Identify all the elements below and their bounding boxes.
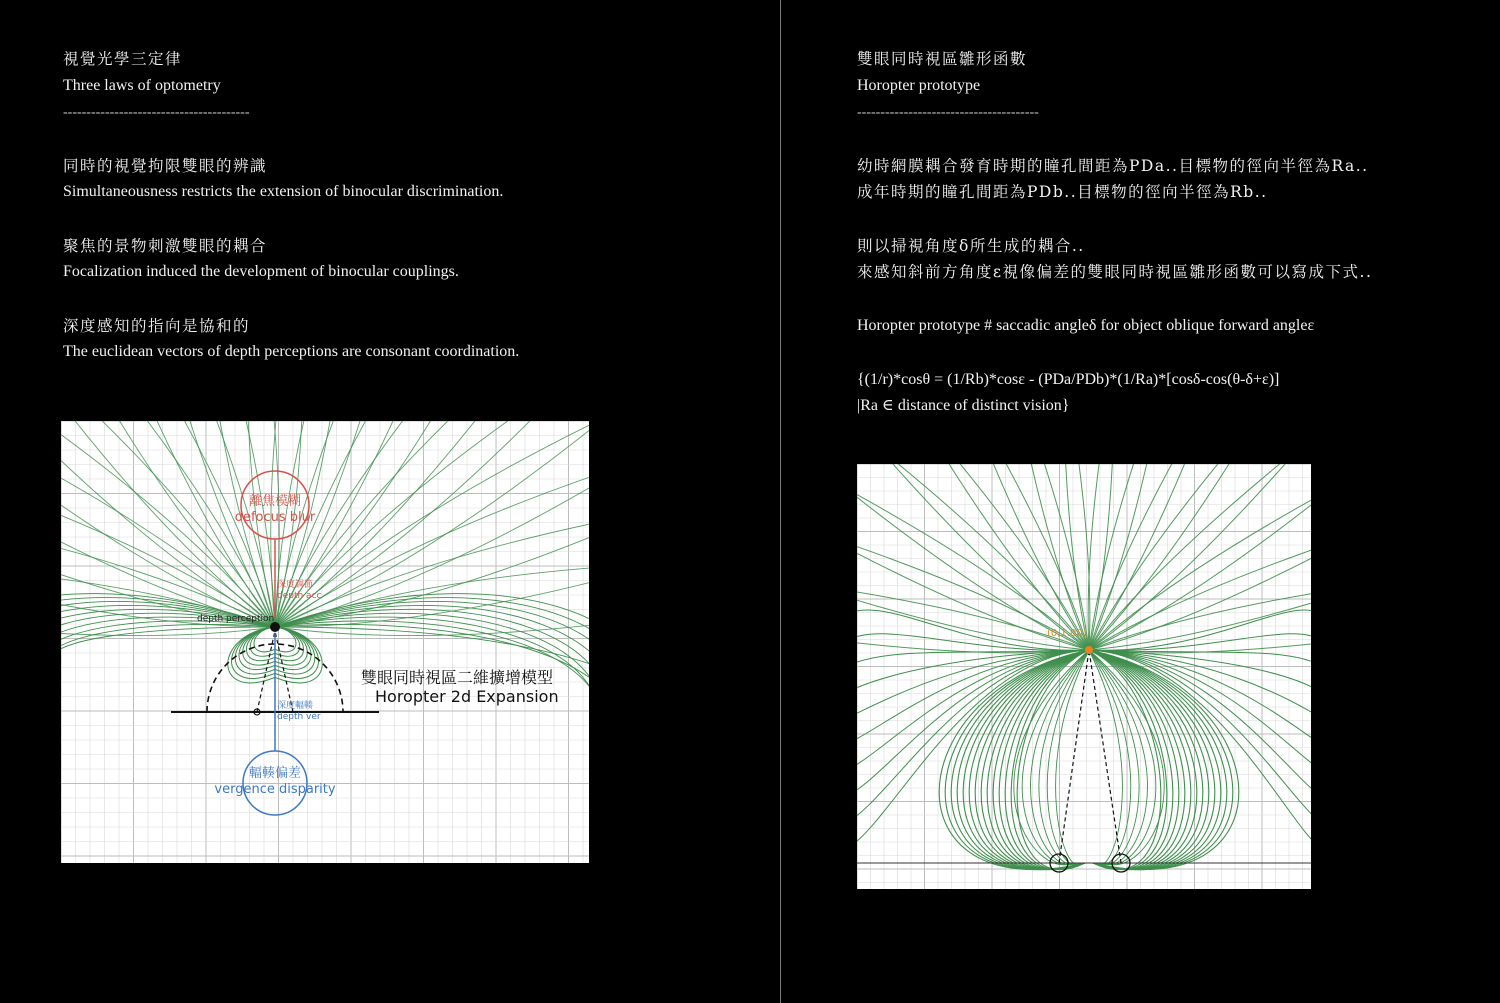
prototype-caption: Horopter prototype # saccadic angleδ for object oblique forward angleε [857, 317, 1315, 334]
depth-acc-label-en: depth acc [277, 591, 322, 601]
depth-ver-label-zh: 深度輻輳 [277, 701, 314, 711]
horopter-curve [857, 464, 1089, 650]
law-3-en: The euclidean vectors of depth perceptions are consonant coordination. [63, 343, 520, 360]
law-3-zh: 深度感知的指向是協和的 [63, 317, 251, 335]
depth-ver-label-en: depth ver [277, 712, 321, 722]
horopter-2d-expansion-plot [61, 421, 589, 863]
model-title-zh: 雙眼同時視區二維擴增模型 [361, 668, 554, 687]
left-title-en: Three laws of optometry [63, 77, 221, 94]
law-1-en: Simultaneousness restricts the extension of binocular discrimination. [63, 183, 504, 200]
left-title-zh: 視覺光學三定律 [63, 50, 183, 68]
depth-perception-label: depth perception [197, 614, 275, 624]
horopter-2d-expansion-figure [61, 421, 589, 863]
horopter-curve [1089, 464, 1277, 650]
horopter-curve [857, 464, 1089, 650]
horopter-curve [857, 464, 1089, 650]
vergence-label-en: vergence disparity [214, 782, 336, 797]
left-eye-ray [257, 631, 275, 712]
right-title-zh: 雙眼同時視區雛形函數 [857, 50, 1028, 68]
law-2-en: Focalization induced the development of binocular couplings. [63, 263, 459, 280]
formula-line-1: {(1/r)*cosθ = (1/Rb)*cosε - (PDa/PDb)*(1/Ra)*[cosδ-cos(θ-δ+ε)] [857, 371, 1280, 388]
vergence-label-zh: 輻輳偏差 [248, 766, 302, 781]
depth-acc-label-zh: 深度調節 [277, 580, 314, 590]
horopter-curve [61, 617, 275, 721]
horopter-curve [1088, 464, 1153, 650]
right-title-en: Horopter prototype [857, 77, 981, 94]
horopter-curve [1089, 634, 1311, 651]
left-eye-ray [1059, 650, 1089, 863]
fixation-point [1085, 646, 1093, 654]
law-1-zh: 同時的視覺拘限雙眼的辨識 [63, 157, 268, 175]
defocus-label-en: defocus blur [234, 510, 316, 525]
right-eye-ray [1089, 650, 1121, 863]
horopter-prototype-figure [857, 464, 1311, 889]
horopter-prototype-plot [857, 464, 1311, 889]
horopter-curves [61, 421, 589, 829]
horopter-curve [857, 464, 1089, 650]
horopter-curve [857, 464, 1089, 650]
horopter-curve [857, 464, 1089, 650]
horopter-curve [901, 464, 1089, 650]
horopter-curve [857, 464, 1089, 650]
fixation-point-label: (0,1.00) [1047, 628, 1087, 639]
defocus-label-zh: 離焦模糊 [248, 494, 302, 509]
para-1-line-2: 成年時期的瞳孔間距為PDb..目標物的徑向半徑為Rb.. [857, 183, 1268, 201]
model-title-en: Horopter 2d Expansion [375, 687, 559, 706]
horopter-curve [1025, 464, 1090, 650]
horopter-curve [61, 613, 275, 739]
right-eye-ray [275, 631, 293, 712]
right-title-rule: --------------------------------------- [857, 105, 1039, 120]
para-2-line-2: 來感知斜前方角度ε視像偏差的雙眼同時視區雛形函數可以寫成下式.. [857, 263, 1373, 281]
horopter-curve [61, 627, 275, 667]
horopter-curve [1089, 650, 1156, 865]
horopter-curve [61, 609, 275, 757]
horopter-curve [61, 621, 275, 703]
para-1-line-1: 幼時網膜耦合發育時期的瞳孔間距為PDa..目標物的徑向半徑為Ra.. [857, 157, 1369, 175]
horopter-curve [857, 480, 1089, 650]
right-page [781, 0, 1500, 1003]
para-2-line-1: 則以掃視角度δ所生成的耦合.. [857, 237, 1085, 255]
law-2-zh: 聚焦的景物刺激雙眼的耦合 [63, 237, 268, 255]
formula-line-2: |Ra ∈ distance of distinct vision} [857, 397, 1070, 414]
horopter-curve [1089, 650, 1203, 870]
plot-grid [857, 464, 1311, 889]
left-title-rule: ---------------------------------------- [63, 105, 250, 120]
